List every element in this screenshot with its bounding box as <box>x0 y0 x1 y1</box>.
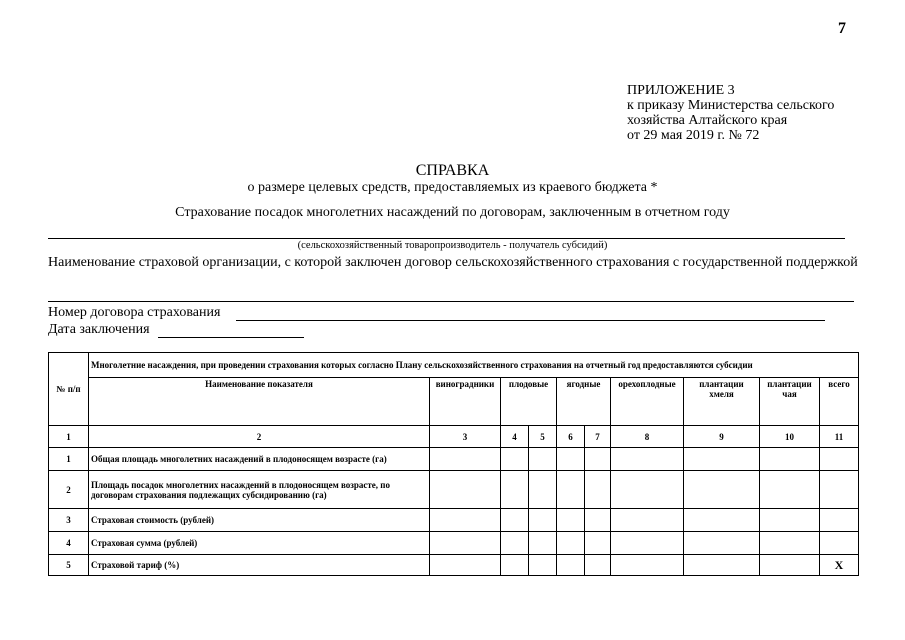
table-row <box>49 532 859 555</box>
col-number: 2 <box>89 426 430 448</box>
table-row <box>49 509 859 532</box>
cell-fruit-4[interactable] <box>501 532 529 555</box>
cell-hops[interactable] <box>684 509 760 532</box>
header-hops: плантации хмеля <box>684 378 760 426</box>
cell-berry-6[interactable] <box>557 532 585 555</box>
cell-vineyards[interactable] <box>430 555 501 576</box>
cell-fruit-4[interactable] <box>501 555 529 576</box>
cell-total[interactable] <box>820 471 859 509</box>
cell-berry-6[interactable] <box>557 471 585 509</box>
appendix-line-2: хозяйства Алтайского края <box>627 113 788 128</box>
cell-hops[interactable] <box>684 555 760 576</box>
row-number: 1 <box>49 448 89 471</box>
contract-number-label: Номер договора страхования <box>48 305 221 320</box>
contract-date-label: Дата заключения <box>48 322 150 337</box>
cell-total[interactable]: Х <box>820 555 859 576</box>
col-number: 3 <box>430 426 501 448</box>
col-number: 6 <box>557 426 585 448</box>
header-indicator: Наименование показателя <box>89 378 430 426</box>
cell-hops[interactable] <box>684 532 760 555</box>
col-number: 8 <box>611 426 684 448</box>
cell-fruit-5[interactable] <box>529 471 557 509</box>
cell-vineyards[interactable] <box>430 532 501 555</box>
cell-total[interactable] <box>820 448 859 471</box>
cell-fruit-5[interactable] <box>529 448 557 471</box>
cell-nut[interactable] <box>611 448 684 471</box>
cell-hops[interactable] <box>684 471 760 509</box>
appendix-block <box>627 83 834 143</box>
subsidy-table <box>48 352 859 576</box>
row-label: Страховая стоимость (рублей) <box>89 509 430 532</box>
cell-berry-6[interactable] <box>557 509 585 532</box>
row-label: Общая площадь многолетних насаждений в плодоносящем возрасте (га) <box>89 448 430 471</box>
table-row <box>49 471 859 509</box>
producer-input-line[interactable] <box>48 238 845 239</box>
document-subtitle: о размере целевых средств, предоставляемых из краевого бюджета * <box>247 180 658 195</box>
cell-fruit-5[interactable] <box>529 532 557 555</box>
cell-berry-7[interactable] <box>585 471 611 509</box>
col-number: 7 <box>585 426 611 448</box>
table-row <box>49 448 859 471</box>
col-number: 11 <box>820 426 859 448</box>
cell-vineyards[interactable] <box>430 471 501 509</box>
appendix-line-1: к приказу Министерства сельского <box>627 98 835 113</box>
row-number: 4 <box>49 532 89 555</box>
cell-berry-6[interactable] <box>557 555 585 576</box>
cell-nut[interactable] <box>611 532 684 555</box>
cell-tea[interactable] <box>760 471 820 509</box>
table-row <box>49 555 859 576</box>
appendix-line-3: от 29 мая 2019 г. № 72 <box>627 128 760 143</box>
cell-fruit-5[interactable] <box>529 509 557 532</box>
header-row-number: № п/п <box>49 353 89 426</box>
cell-hops[interactable] <box>684 448 760 471</box>
col-number: 9 <box>684 426 760 448</box>
cell-fruit-4[interactable] <box>501 448 529 471</box>
header-tea: плантации чая <box>760 378 820 426</box>
cell-total[interactable] <box>820 532 859 555</box>
row-label: Страховой тариф (%) <box>89 555 430 576</box>
row-label: Страховая сумма (рублей) <box>89 532 430 555</box>
cell-total[interactable] <box>820 509 859 532</box>
cell-berry-7[interactable] <box>585 509 611 532</box>
header-group: Многолетние насаждения, при проведении страхования которых согласно Плану сельскохозяйственного страхования на отчетный год предоставляются субсидии <box>89 353 859 378</box>
row-number: 5 <box>49 555 89 576</box>
row-label: Площадь посадок многолетних насаждений в плодоносящем возрасте, по договорам страхования подлежащих субсидированию (га) <box>89 471 430 509</box>
row-number: 3 <box>49 509 89 532</box>
cell-vineyards[interactable] <box>430 509 501 532</box>
header-nut: орехоплодные <box>611 378 684 426</box>
cell-berry-7[interactable] <box>585 555 611 576</box>
insurance-type: Страхование посадок многолетних насаждений по договорам, заключенным в отчетном году <box>175 205 730 220</box>
cell-berry-7[interactable] <box>585 532 611 555</box>
document-title: СПРАВКА <box>415 162 490 179</box>
cell-berry-7[interactable] <box>585 448 611 471</box>
col-number: 10 <box>760 426 820 448</box>
producer-caption: (сельскохозяйственный товаропроизводитель - получатель субсидий) <box>297 240 608 251</box>
cell-vineyards[interactable] <box>430 448 501 471</box>
header-total: всего <box>820 378 859 426</box>
cell-berry-6[interactable] <box>557 448 585 471</box>
header-berry: ягодные <box>557 378 611 426</box>
cell-fruit-5[interactable] <box>529 555 557 576</box>
row-number: 2 <box>49 471 89 509</box>
header-vineyards: виноградники <box>430 378 501 426</box>
cell-nut[interactable] <box>611 471 684 509</box>
cell-nut[interactable] <box>611 555 684 576</box>
cell-tea[interactable] <box>760 555 820 576</box>
insurer-label: Наименование страховой организации, с которой заключен договор сельскохозяйственного страхования с государственной поддержкой <box>48 255 858 270</box>
cell-tea[interactable] <box>760 532 820 555</box>
contract-date-input-line[interactable] <box>158 337 304 338</box>
col-number: 1 <box>49 426 89 448</box>
page-number: 7 <box>838 20 846 37</box>
col-number: 5 <box>529 426 557 448</box>
cell-fruit-4[interactable] <box>501 509 529 532</box>
cell-fruit-4[interactable] <box>501 471 529 509</box>
insurer-input-line[interactable] <box>48 301 854 302</box>
header-fruit: плодовые <box>501 378 557 426</box>
cell-nut[interactable] <box>611 509 684 532</box>
appendix-title: ПРИЛОЖЕНИЕ 3 <box>627 83 735 98</box>
contract-number-input-line[interactable] <box>236 320 825 321</box>
cell-tea[interactable] <box>760 509 820 532</box>
col-number: 4 <box>501 426 529 448</box>
cell-tea[interactable] <box>760 448 820 471</box>
